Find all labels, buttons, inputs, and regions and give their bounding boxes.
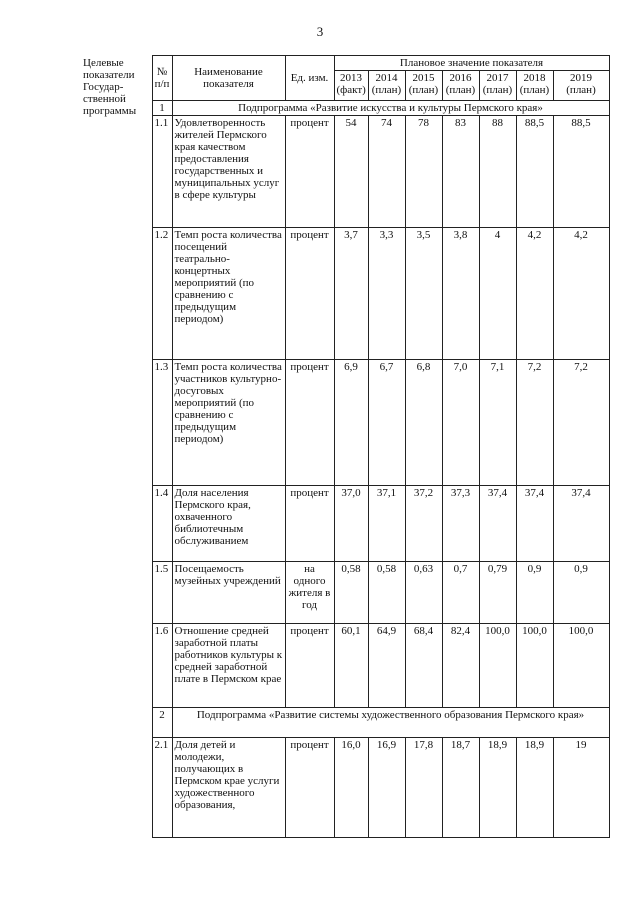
- year-header: 2016 (план): [442, 71, 479, 101]
- value-cell: 60,1: [334, 624, 368, 708]
- value-cell: 37,2: [405, 486, 442, 562]
- value-cell: 54: [334, 116, 368, 228]
- indicator-unit: процент: [285, 738, 334, 838]
- indicator-name: Доля населения Пермского края, охваченного библиотечным обслуживанием: [172, 486, 285, 562]
- value-cell: 37,4: [479, 486, 516, 562]
- subprogram-number: 1: [152, 101, 172, 116]
- value-cell: 3,8: [442, 228, 479, 360]
- value-cell: 0,58: [334, 562, 368, 624]
- value-cell: 4,2: [516, 228, 553, 360]
- value-cell: 0,79: [479, 562, 516, 624]
- value-cell: 64,9: [368, 624, 405, 708]
- table-row: [81, 562, 609, 624]
- indicator-name: Темп роста количества посещений театрально-концертных мероприятий (по сравнению с предыдущим периодом): [172, 228, 285, 360]
- value-cell: 16,9: [368, 738, 405, 838]
- indicator-unit: процент: [285, 116, 334, 228]
- table-row: [81, 116, 609, 228]
- value-cell: 7,2: [516, 360, 553, 486]
- value-cell: 6,9: [334, 360, 368, 486]
- value-cell: 3,3: [368, 228, 405, 360]
- indicator-name: Посещаемость музейных учреждений: [172, 562, 285, 624]
- value-cell: 7,1: [479, 360, 516, 486]
- indicator-unit: процент: [285, 624, 334, 708]
- value-cell: 0,63: [405, 562, 442, 624]
- indicators-table: [81, 55, 610, 838]
- value-cell: 19: [553, 738, 609, 838]
- indicator-unit: процент: [285, 486, 334, 562]
- value-cell: 83: [442, 116, 479, 228]
- table-row: [81, 228, 609, 360]
- table-row: [81, 486, 609, 562]
- indicator-name: Удовлетворенность жителей Пермского края качеством предоставления государственных и муниципальных услуг в сфере культуры: [172, 116, 285, 228]
- value-cell: 68,4: [405, 624, 442, 708]
- value-cell: 88,5: [553, 116, 609, 228]
- row-number: 2.1: [152, 738, 172, 838]
- value-cell: 82,4: [442, 624, 479, 708]
- year-header: 2019 (план): [553, 71, 609, 101]
- row-number: 1.3: [152, 360, 172, 486]
- indicator-unit: на одного жителя в год: [285, 562, 334, 624]
- year-header: 2014 (план): [368, 71, 405, 101]
- value-cell: 18,7: [442, 738, 479, 838]
- value-cell: 7,0: [442, 360, 479, 486]
- subprogram-number: 2: [152, 708, 172, 738]
- year-header: 2015 (план): [405, 71, 442, 101]
- row-number: 1.5: [152, 562, 172, 624]
- value-cell: 4,2: [553, 228, 609, 360]
- indicator-unit: процент: [285, 360, 334, 486]
- year-header: 2017 (план): [479, 71, 516, 101]
- value-cell: 0,7: [442, 562, 479, 624]
- value-cell: 17,8: [405, 738, 442, 838]
- goal-indicators-label: Целевые показатели Государ-ственной программы: [81, 56, 152, 838]
- row-number: 1.1: [152, 116, 172, 228]
- value-cell: 18,9: [516, 738, 553, 838]
- value-cell: 100,0: [516, 624, 553, 708]
- value-cell: 100,0: [479, 624, 516, 708]
- page-number: 3: [316, 24, 324, 39]
- value-cell: 0,9: [553, 562, 609, 624]
- row-number: 1.4: [152, 486, 172, 562]
- unit-header: Ед. изм.: [285, 56, 334, 101]
- value-cell: 37,3: [442, 486, 479, 562]
- row-number: 1.2: [152, 228, 172, 360]
- value-cell: 37,0: [334, 486, 368, 562]
- value-cell: 88: [479, 116, 516, 228]
- table-row: [81, 738, 609, 838]
- table-row: [81, 624, 609, 708]
- subprogram-title: Подпрограмма «Развитие искусства и культуры Пермского края»: [172, 101, 609, 116]
- subprogram-title: Подпрограмма «Развитие системы художественного образования Пермского края»: [172, 708, 609, 738]
- value-cell: 3,5: [405, 228, 442, 360]
- indicator-name: Темп роста количества участников культурно-досуговых мероприятий (по сравнению с предыдущим периодом): [172, 360, 285, 486]
- value-cell: 78: [405, 116, 442, 228]
- value-cell: 88,5: [516, 116, 553, 228]
- value-cell: 0,9: [516, 562, 553, 624]
- planned-value-header: Плановое значение показателя: [334, 56, 609, 71]
- year-header: 2018 (план): [516, 71, 553, 101]
- value-cell: 37,4: [553, 486, 609, 562]
- indicator-name: Доля детей и молодежи, получающих в Пермском крае услуги художественного образования,: [172, 738, 285, 838]
- year-header: 2013 (факт): [334, 71, 368, 101]
- value-cell: 6,7: [368, 360, 405, 486]
- name-header: Наименование показателя: [172, 56, 285, 101]
- value-cell: 74: [368, 116, 405, 228]
- value-cell: 37,4: [516, 486, 553, 562]
- value-cell: 3,7: [334, 228, 368, 360]
- number-header: № п/п: [152, 56, 172, 101]
- row-number: 1.6: [152, 624, 172, 708]
- indicator-unit: процент: [285, 228, 334, 360]
- value-cell: 37,1: [368, 486, 405, 562]
- value-cell: 100,0: [553, 624, 609, 708]
- value-cell: 7,2: [553, 360, 609, 486]
- indicator-name: Отношение средней заработной платы работников культуры к средней заработной плате в Пермском крае: [172, 624, 285, 708]
- value-cell: 4: [479, 228, 516, 360]
- table-row: [81, 360, 609, 486]
- value-cell: 18,9: [479, 738, 516, 838]
- value-cell: 0,58: [368, 562, 405, 624]
- value-cell: 6,8: [405, 360, 442, 486]
- value-cell: 16,0: [334, 738, 368, 838]
